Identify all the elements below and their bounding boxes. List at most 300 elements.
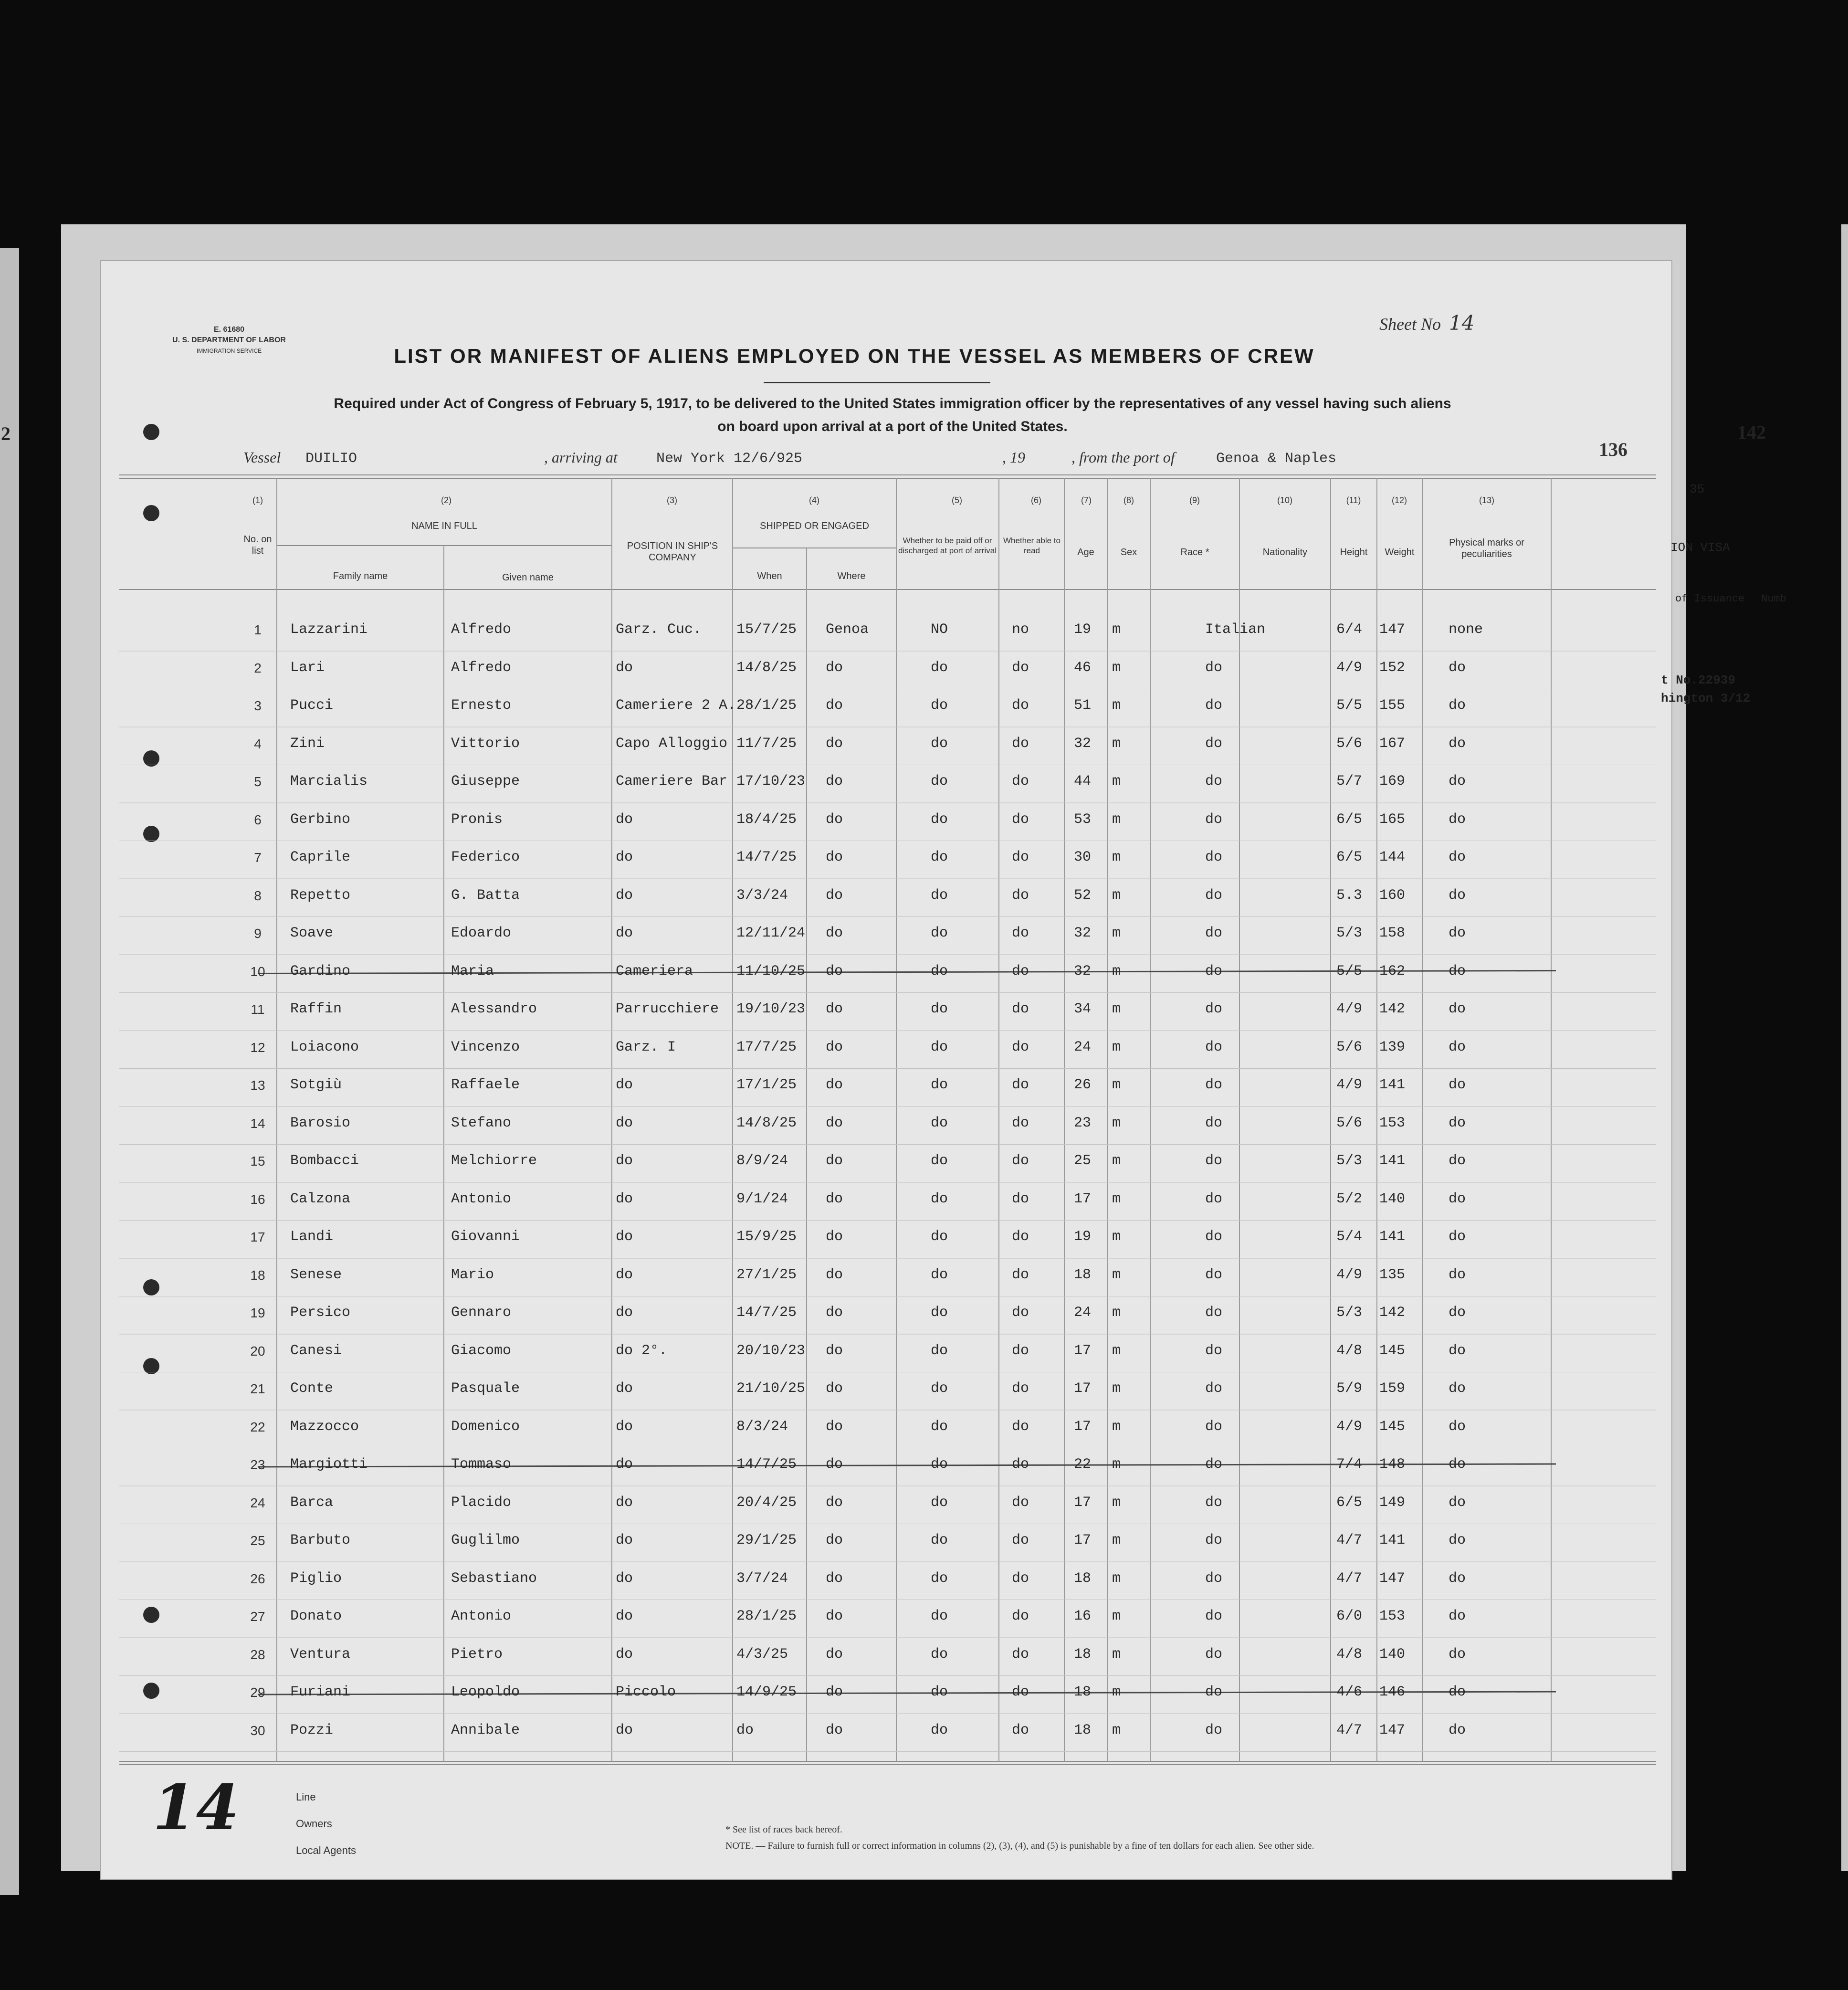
right-visa-line1: t No.22939	[1661, 673, 1736, 687]
sex-cell: m	[1112, 1039, 1121, 1055]
footer-line-label: Line	[296, 1791, 316, 1803]
height-cell: 6/4	[1336, 621, 1363, 638]
when-cell: 29/1/25	[736, 1532, 797, 1548]
race-cell: do	[1205, 887, 1223, 904]
race-cell: do	[1205, 1722, 1223, 1738]
physical-marks-cell: do	[1449, 1684, 1466, 1700]
height-cell: 5/9	[1336, 1380, 1363, 1397]
race-cell: do	[1205, 1077, 1223, 1093]
race-cell: do	[1205, 659, 1223, 676]
family-name-cell: Pucci	[290, 697, 334, 714]
weight-cell: 146	[1379, 1684, 1406, 1700]
physical-marks-cell: do	[1449, 1229, 1466, 1245]
sex-cell: m	[1112, 1115, 1121, 1131]
when-cell: 12/11/24	[736, 925, 806, 941]
from-label: , from the port of	[1071, 449, 1175, 466]
row-number: 10	[250, 964, 265, 979]
header-sex: Sex	[1120, 547, 1137, 558]
position-cell: do	[616, 925, 633, 941]
when-cell: 28/1/25	[736, 697, 797, 714]
race-cell: do	[1205, 1608, 1223, 1624]
able-to-read-cell: do	[1012, 1608, 1029, 1624]
given-name-cell: Edoardo	[451, 925, 512, 941]
weight-cell: 141	[1379, 1077, 1406, 1093]
row-number: 16	[250, 1191, 265, 1207]
paid-off-cell: do	[931, 849, 948, 865]
row-number: 9	[254, 926, 262, 941]
physical-marks-cell: do	[1449, 1039, 1466, 1055]
paid-off-cell: do	[931, 1077, 948, 1093]
family-name-cell: Caprile	[290, 849, 351, 865]
sex-cell: m	[1112, 1266, 1121, 1283]
where-cell: do	[826, 1608, 843, 1624]
physical-marks-cell: do	[1449, 1380, 1466, 1397]
row-number: 28	[250, 1647, 265, 1662]
paid-off-cell: do	[931, 1646, 948, 1663]
sex-cell: m	[1112, 1305, 1121, 1321]
where-cell: do	[826, 1646, 843, 1663]
height-cell: 5/5	[1336, 963, 1363, 979]
given-name-cell: Pasquale	[451, 1380, 520, 1397]
col-number-6: (6)	[1031, 495, 1041, 505]
service-name: IMMIGRATION SERVICE	[196, 347, 262, 354]
given-name-cell: Alfredo	[451, 659, 512, 676]
where-cell: do	[826, 1001, 843, 1017]
subtitle-line1: Required under Act of Congress of February 5, 1917, to be delivered to the United States immigration officer by the representatives of any vessel having such aliens	[334, 396, 1451, 411]
weight-cell: 141	[1379, 1153, 1406, 1169]
height-cell: 5.3	[1336, 887, 1363, 904]
where-cell: do	[826, 773, 843, 790]
family-name-cell: Soave	[290, 925, 334, 941]
header-able-to-read: Whether able to read	[1003, 536, 1060, 555]
arriving-label: , arriving at	[544, 449, 618, 466]
family-name-cell: Senese	[290, 1266, 342, 1283]
physical-marks-cell: do	[1449, 735, 1466, 752]
able-to-read-cell: do	[1012, 1266, 1029, 1283]
header-where: Where	[837, 571, 866, 581]
col-number-12: (12)	[1391, 495, 1407, 505]
given-name-cell: Antonio	[451, 1190, 512, 1207]
position-cell: Cameriere 2 A.	[616, 697, 736, 714]
given-name-cell: Melchiorre	[451, 1153, 537, 1169]
header-weight: Weight	[1385, 547, 1415, 558]
col-number-1: (1)	[252, 495, 263, 505]
race-cell: do	[1205, 1456, 1223, 1473]
able-to-read-cell: do	[1012, 811, 1029, 828]
left-page-number: 2	[1, 423, 10, 444]
family-name-cell: Persico	[290, 1305, 351, 1321]
able-to-read-cell: do	[1012, 1722, 1029, 1738]
sheet-label: Sheet No	[1379, 315, 1441, 334]
able-to-read-cell: do	[1012, 1380, 1029, 1397]
able-to-read-cell: do	[1012, 1115, 1029, 1131]
when-cell: 8/3/24	[736, 1418, 788, 1435]
when-cell: 27/1/25	[736, 1266, 797, 1283]
age-cell: 16	[1074, 1608, 1092, 1624]
able-to-read-cell: do	[1012, 1039, 1029, 1055]
weight-cell: 142	[1379, 1305, 1406, 1321]
sex-cell: m	[1112, 1456, 1121, 1473]
position-cell: do	[616, 1229, 633, 1245]
sex-cell: m	[1112, 1380, 1121, 1397]
manifest-title: LIST OR MANIFEST OF ALIENS EMPLOYED ON THE VESSEL AS MEMBERS OF CREW	[394, 345, 1315, 367]
paid-off-cell: do	[931, 1608, 948, 1624]
given-name-cell: G. Batta	[451, 887, 520, 904]
family-name-cell: Raffin	[290, 1001, 342, 1017]
row-number: 12	[250, 1040, 265, 1055]
where-cell: do	[826, 1077, 843, 1093]
height-cell: 5/4	[1336, 1229, 1363, 1245]
when-cell: 14/8/25	[736, 659, 797, 676]
row-number: 18	[250, 1267, 265, 1283]
race-cell: do	[1205, 1418, 1223, 1435]
where-cell: do	[826, 887, 843, 904]
able-to-read-cell: do	[1012, 1418, 1029, 1435]
age-cell: 52	[1074, 887, 1092, 904]
sex-cell: m	[1112, 1722, 1121, 1738]
given-name-cell: Alfredo	[451, 621, 512, 638]
race-cell: do	[1205, 1646, 1223, 1663]
family-name-cell: Piglio	[290, 1570, 342, 1587]
race-cell: do	[1205, 735, 1223, 752]
sex-cell: m	[1112, 1153, 1121, 1169]
family-name-cell: Mazzocco	[290, 1418, 359, 1435]
physical-marks-cell: do	[1449, 1532, 1466, 1548]
given-name-cell: Mario	[451, 1266, 494, 1283]
subtitle-line2: on board upon arrival at a port of the United States.	[717, 419, 1068, 434]
age-cell: 17	[1074, 1494, 1092, 1511]
position-cell: do	[616, 1115, 633, 1131]
weight-cell: 147	[1379, 1570, 1406, 1587]
where-cell: do	[826, 849, 843, 865]
physical-marks-cell: none	[1449, 621, 1483, 638]
weight-cell: 135	[1379, 1266, 1406, 1283]
physical-marks-cell: do	[1449, 1646, 1466, 1663]
age-cell: 32	[1074, 963, 1092, 979]
row-number: 19	[250, 1306, 265, 1320]
where-cell: do	[826, 697, 843, 714]
paid-off-cell: do	[931, 1570, 948, 1587]
physical-marks-cell: do	[1449, 1190, 1466, 1207]
family-name-cell: Zini	[290, 735, 325, 752]
age-cell: 26	[1074, 1077, 1092, 1093]
position-cell: do	[616, 1153, 633, 1169]
row-number: 7	[254, 850, 262, 865]
given-name-cell: Leopoldo	[451, 1684, 520, 1700]
position-cell: do	[616, 1266, 633, 1283]
sex-cell: m	[1112, 1684, 1121, 1700]
age-cell: 46	[1074, 659, 1092, 676]
sex-cell: m	[1112, 811, 1121, 828]
race-cell: do	[1205, 1494, 1223, 1511]
family-name-cell: Lari	[290, 659, 325, 676]
right-number-header: Numb	[1761, 593, 1786, 605]
age-cell: 19	[1074, 1229, 1092, 1245]
sex-cell: m	[1112, 697, 1121, 714]
family-name-cell: Calzona	[290, 1190, 351, 1207]
given-name-cell: Giuseppe	[451, 773, 520, 790]
where-cell: do	[826, 1229, 843, 1245]
when-cell: 9/1/24	[736, 1190, 788, 1207]
row-number: 25	[250, 1533, 265, 1548]
race-cell: do	[1205, 1229, 1223, 1245]
sex-cell: m	[1112, 1190, 1121, 1207]
family-name-cell: Gerbino	[290, 811, 351, 828]
race-cell: do	[1205, 963, 1223, 979]
age-cell: 53	[1074, 811, 1092, 828]
height-cell: 4/9	[1336, 659, 1363, 676]
footer-owners-label: Owners	[296, 1818, 332, 1830]
paid-off-cell: do	[931, 1456, 948, 1473]
able-to-read-cell: do	[1012, 887, 1029, 904]
where-cell: do	[826, 811, 843, 828]
when-cell: do	[736, 1722, 754, 1738]
position-cell: do	[616, 1077, 633, 1093]
physical-marks-cell: do	[1449, 1418, 1466, 1435]
weight-cell: 160	[1379, 887, 1406, 904]
height-cell: 4/6	[1336, 1684, 1363, 1700]
right-visa-header: ION VISA	[1670, 540, 1730, 555]
paid-off-cell: do	[931, 1418, 948, 1435]
able-to-read-cell: do	[1012, 1570, 1029, 1587]
physical-marks-cell: do	[1449, 1077, 1466, 1093]
col-number-3: (3)	[667, 495, 677, 505]
row-number: 14	[250, 1116, 265, 1131]
sex-cell: m	[1112, 925, 1121, 941]
col-number-5: (5)	[952, 495, 962, 505]
row-number: 29	[250, 1685, 265, 1700]
sex-cell: m	[1112, 659, 1121, 676]
header-nationality: Nationality	[1262, 547, 1308, 558]
race-cell: Italian	[1205, 621, 1266, 638]
height-cell: 4/9	[1336, 1077, 1363, 1093]
header-name-in-full: NAME IN FULL	[411, 521, 477, 531]
weight-cell: 148	[1379, 1456, 1406, 1473]
row-number: 6	[254, 812, 262, 827]
position-cell: do	[616, 1305, 633, 1321]
when-cell: 20/4/25	[736, 1494, 797, 1511]
family-name-cell: Loiacono	[290, 1039, 359, 1055]
able-to-read-cell: do	[1012, 1342, 1029, 1359]
race-cell: do	[1205, 1305, 1223, 1321]
able-to-read-cell: do	[1012, 1494, 1029, 1511]
where-cell: do	[826, 1494, 843, 1511]
weight-cell: 147	[1379, 1722, 1406, 1738]
row-number: 11	[251, 1002, 265, 1017]
where-cell: do	[826, 963, 843, 979]
when-cell: 14/9/25	[736, 1684, 797, 1700]
handwritten-sheet-number: 14	[153, 1771, 239, 1844]
sex-cell: m	[1112, 735, 1121, 752]
family-name-cell: Conte	[290, 1380, 334, 1397]
when-cell: 14/7/25	[736, 1456, 797, 1473]
paid-off-cell: do	[931, 1001, 948, 1017]
age-cell: 18	[1074, 1722, 1092, 1738]
family-name-cell: Ventura	[290, 1646, 351, 1663]
paid-off-cell: do	[931, 1684, 948, 1700]
position-cell: Capo Alloggio	[616, 735, 728, 752]
position-cell: do	[616, 1532, 633, 1548]
stamp-number: 136	[1599, 439, 1628, 460]
header-age: Age	[1077, 547, 1094, 558]
row-number: 13	[250, 1078, 265, 1093]
row-number: 5	[254, 774, 262, 789]
where-cell: do	[826, 1039, 843, 1055]
age-cell: 34	[1074, 1001, 1092, 1017]
when-cell: 4/3/25	[736, 1646, 788, 1663]
physical-marks-cell: do	[1449, 1305, 1466, 1321]
height-cell: 6/5	[1336, 849, 1363, 865]
position-cell: Parrucchiere	[616, 1001, 719, 1017]
weight-cell: 152	[1379, 659, 1406, 676]
where-cell: Genoa	[826, 621, 869, 638]
able-to-read-cell: do	[1012, 735, 1029, 752]
year-label: , 19	[1002, 449, 1025, 466]
given-name-cell: Vincenzo	[451, 1039, 520, 1055]
sex-cell: m	[1112, 1494, 1121, 1511]
paid-off-cell: do	[931, 925, 948, 941]
paid-off-cell: do	[931, 1266, 948, 1283]
weight-cell: 155	[1379, 697, 1406, 714]
age-cell: 17	[1074, 1190, 1092, 1207]
when-cell: 28/1/25	[736, 1608, 797, 1624]
race-cell: do	[1205, 1342, 1223, 1359]
sex-cell: m	[1112, 1001, 1121, 1017]
race-cell: do	[1205, 1190, 1223, 1207]
where-cell: do	[826, 925, 843, 941]
family-name-cell: Barosio	[290, 1115, 351, 1131]
able-to-read-cell: do	[1012, 1646, 1029, 1663]
weight-cell: 167	[1379, 735, 1406, 752]
sex-cell: m	[1112, 621, 1121, 638]
col-number-10: (10)	[1277, 495, 1292, 505]
height-cell: 4/9	[1336, 1001, 1363, 1017]
race-cell: do	[1205, 697, 1223, 714]
given-name-cell: Giacomo	[451, 1342, 512, 1359]
position-cell: do	[616, 1418, 633, 1435]
family-name-cell: Bombacci	[290, 1153, 359, 1169]
header-no-on-list: No. on list	[243, 534, 272, 556]
header-height: Height	[1340, 547, 1368, 558]
right-visa-line2: hington 3/12	[1661, 691, 1751, 705]
age-cell: 25	[1074, 1153, 1092, 1169]
able-to-read-cell: no	[1012, 621, 1029, 638]
age-cell: 18	[1074, 1570, 1092, 1587]
when-cell: 3/7/24	[736, 1570, 788, 1587]
age-cell: 17	[1074, 1532, 1092, 1548]
paid-off-cell: do	[931, 1229, 948, 1245]
given-name-cell: Placido	[451, 1494, 512, 1511]
family-name-cell: Landi	[290, 1229, 334, 1245]
arriving-port: New York 12/6/925	[656, 451, 803, 467]
when-cell: 14/7/25	[736, 1305, 797, 1321]
when-cell: 18/4/25	[736, 811, 797, 828]
when-cell: 15/9/25	[736, 1229, 797, 1245]
position-cell: do	[616, 887, 633, 904]
family-name-cell: Barca	[290, 1494, 334, 1511]
given-name-cell: Federico	[451, 849, 520, 865]
where-cell: do	[826, 659, 843, 676]
row-number: 15	[250, 1154, 265, 1169]
given-name-cell: Stefano	[451, 1115, 512, 1131]
position-cell: Cameriere Bar	[616, 773, 728, 790]
paid-off-cell: do	[931, 1380, 948, 1397]
position-cell: Garz. I	[616, 1039, 676, 1055]
where-cell: do	[826, 1342, 843, 1359]
height-cell: 6/0	[1336, 1608, 1363, 1624]
family-name-cell: Canesi	[290, 1342, 342, 1359]
given-name-cell: Gennaro	[451, 1305, 512, 1321]
able-to-read-cell: do	[1012, 1077, 1029, 1093]
weight-cell: 147	[1379, 621, 1406, 638]
when-cell: 11/10/25	[736, 963, 806, 979]
given-name-cell: Annibale	[451, 1722, 520, 1738]
race-cell: do	[1205, 1570, 1223, 1587]
position-cell: do	[616, 849, 633, 865]
paid-off-cell: do	[931, 811, 948, 828]
age-cell: 30	[1074, 849, 1092, 865]
where-cell: do	[826, 1722, 843, 1738]
able-to-read-cell: do	[1012, 1305, 1029, 1321]
col-number-11: (11)	[1346, 495, 1361, 505]
paid-off-cell: do	[931, 1532, 948, 1548]
age-cell: 32	[1074, 925, 1092, 941]
header-position: POSITION IN SHIP'S COMPANY	[627, 541, 718, 563]
right-issuance-header: of Issuance	[1675, 593, 1745, 605]
when-cell: 14/7/25	[736, 849, 797, 865]
sex-cell: m	[1112, 1646, 1121, 1663]
able-to-read-cell: do	[1012, 1190, 1029, 1207]
given-name-cell: Tommaso	[451, 1456, 512, 1473]
paid-off-cell: do	[931, 659, 948, 676]
weight-cell: 139	[1379, 1039, 1406, 1055]
position-cell: Piccolo	[616, 1684, 676, 1700]
physical-marks-cell: do	[1449, 811, 1466, 828]
footnote-races: * See list of races back hereof.	[725, 1824, 842, 1835]
weight-cell: 169	[1379, 773, 1406, 790]
physical-marks-cell: do	[1449, 1494, 1466, 1511]
when-cell: 14/8/25	[736, 1115, 797, 1131]
age-cell: 18	[1074, 1266, 1092, 1283]
age-cell: 32	[1074, 735, 1092, 752]
when-cell: 17/10/23	[736, 773, 806, 790]
age-cell: 22	[1074, 1456, 1092, 1473]
weight-cell: 153	[1379, 1608, 1406, 1624]
race-cell: do	[1205, 1266, 1223, 1283]
vessel-label: Vessel	[243, 449, 281, 466]
physical-marks-cell: do	[1449, 773, 1466, 790]
position-cell: do	[616, 1722, 633, 1738]
position-cell: do	[616, 1570, 633, 1587]
where-cell: do	[826, 1684, 843, 1700]
weight-cell: 158	[1379, 925, 1406, 941]
height-cell: 4/8	[1336, 1342, 1363, 1359]
paid-off-cell: do	[931, 887, 948, 904]
paid-off-cell: NO	[931, 621, 948, 638]
weight-cell: 162	[1379, 963, 1406, 979]
physical-marks-cell: do	[1449, 1570, 1466, 1587]
where-cell: do	[826, 1190, 843, 1207]
sex-cell: m	[1112, 1418, 1121, 1435]
position-cell: do	[616, 1646, 633, 1663]
row-number: 23	[250, 1457, 265, 1472]
position-cell: do	[616, 659, 633, 676]
race-cell: do	[1205, 1039, 1223, 1055]
sex-cell: m	[1112, 1532, 1121, 1548]
height-cell: 4/7	[1336, 1722, 1363, 1738]
weight-cell: 165	[1379, 811, 1406, 828]
sex-cell: m	[1112, 963, 1121, 979]
